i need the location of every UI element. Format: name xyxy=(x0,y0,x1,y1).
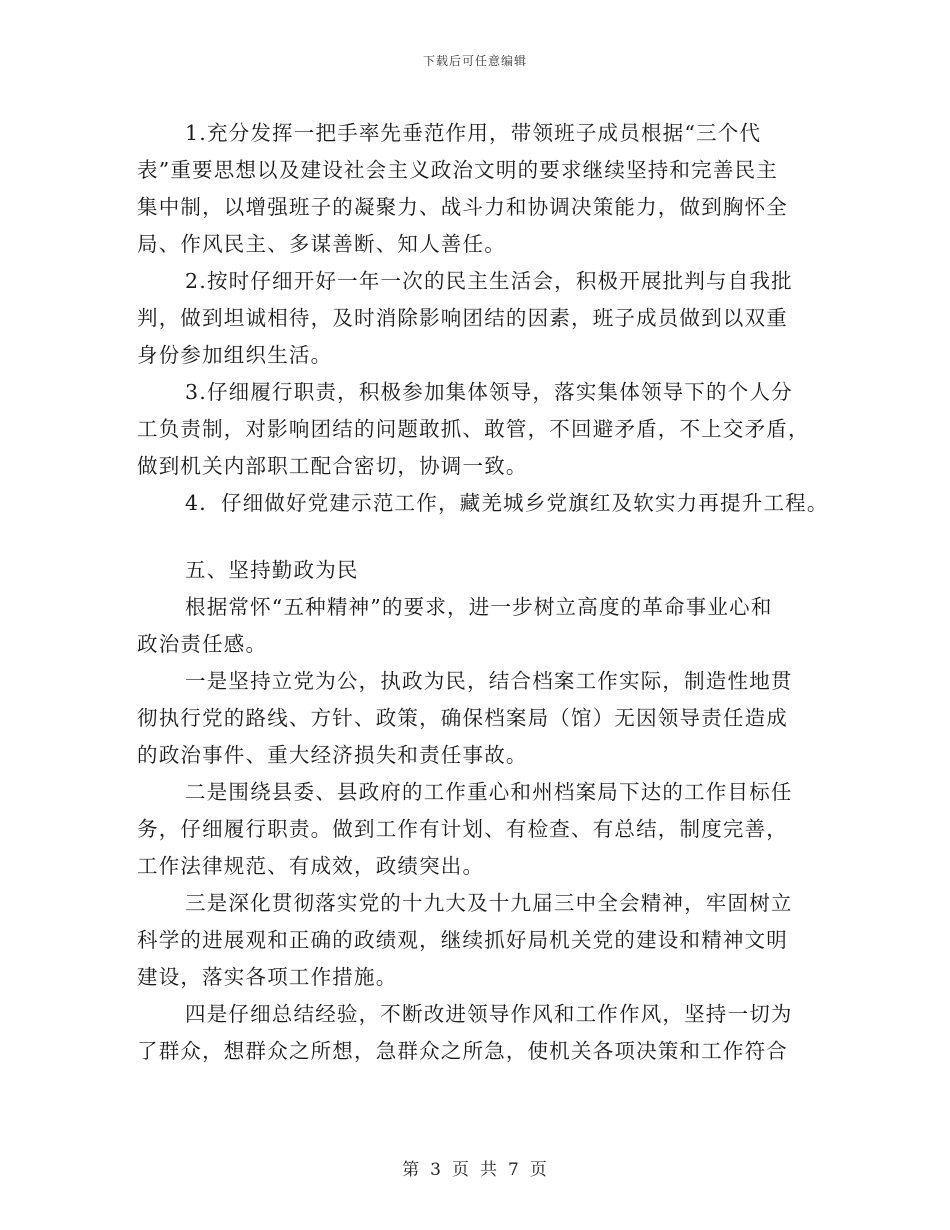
text-line: 科学的进展观和正确的政绩观，继续抓好局机关党的建设和精神文明 xyxy=(137,928,788,952)
text-line: 彻执行党的路线、方针、政策，确保档案局（馆）无因领导责任造成 xyxy=(137,706,788,730)
page-footer xyxy=(0,1155,950,1180)
text-line: 集中制，以增强班子的凝聚力、战斗力和协调决策能力，做到胸怀全 xyxy=(137,195,788,219)
text-line: 做到机关内部职工配合密切，协调一致。 xyxy=(137,454,528,478)
text-line: 一是坚持立党为公，执政为民，结合档案工作实际，制造性地贯 xyxy=(185,669,793,693)
text-line: 的政治事件、重大经济损失和责任事故。 xyxy=(137,743,528,767)
text-line: 建设，落实各项工作措施。 xyxy=(137,965,398,989)
text-line: 判，做到坦诚相待，及时消除影响团结的因素，班子成员做到以双重 xyxy=(137,306,788,330)
text-line: 务，仔细履行职责。做到工作有计划、有检查、有总结，制度完善， xyxy=(137,817,788,841)
text-line: 四是仔细总结经验，不断改进领导作风和工作作风，坚持一切为 xyxy=(185,1002,793,1026)
footer-page-current: 3 xyxy=(430,1160,442,1180)
text-line: 工负责制，对影响团结的问题敢抓、敢管，不回避矛盾，不上交矛盾， xyxy=(137,417,810,441)
text-line: 了群众，想群众之所想，急群众之所急，使机关各项决策和工作符合 xyxy=(137,1039,788,1063)
page-header-note: 下载后可任意编辑 xyxy=(422,54,527,68)
section-heading: 五、坚持勤政为民 xyxy=(185,558,359,582)
text-line: 身份参加组织生活。 xyxy=(137,343,333,367)
text-line: 工作法律规范、有成效，政绩突出。 xyxy=(137,854,485,878)
footer-label-gong: 共 xyxy=(480,1160,498,1180)
text-line: 3.仔细履行职责，积极参加集体领导，落实集体领导下的个人分 xyxy=(185,380,793,404)
footer-label-di: 第 xyxy=(402,1160,421,1180)
text-line: 局、作风民主、多谋善断、知人善任。 xyxy=(137,232,506,256)
footer-page-total: 7 xyxy=(508,1160,520,1180)
text-line: 1.充分发挥一把手率先垂范作用，带领班子成员根据“三个代 xyxy=(185,121,762,145)
text-line: 2.按时仔细开好一年一次的民主生活会，积极开展批判与自我批 xyxy=(185,269,793,293)
text-line: 二是围绕县委、县政府的工作重心和州档案局下达的工作目标任 xyxy=(185,780,793,804)
text-line: 三是深化贯彻落实党的十九大及十九届三中全会精神，牢固树立 xyxy=(185,891,793,915)
text-line: 表”重要思想以及建设社会主义政治文明的要求继续坚持和完善民主 xyxy=(137,158,778,182)
text-line: 根据常怀“五种精神”的要求，进一步树立高度的革命事业心和 xyxy=(185,595,773,619)
footer-label-ye: 页 xyxy=(452,1160,470,1180)
footer-label-ye2: 页 xyxy=(529,1160,548,1180)
text-line: 政治责任感。 xyxy=(137,632,268,656)
text-line: 4．仔细做好党建示范工作，藏羌城乡党旗红及软实力再提升工程。 xyxy=(185,491,829,515)
